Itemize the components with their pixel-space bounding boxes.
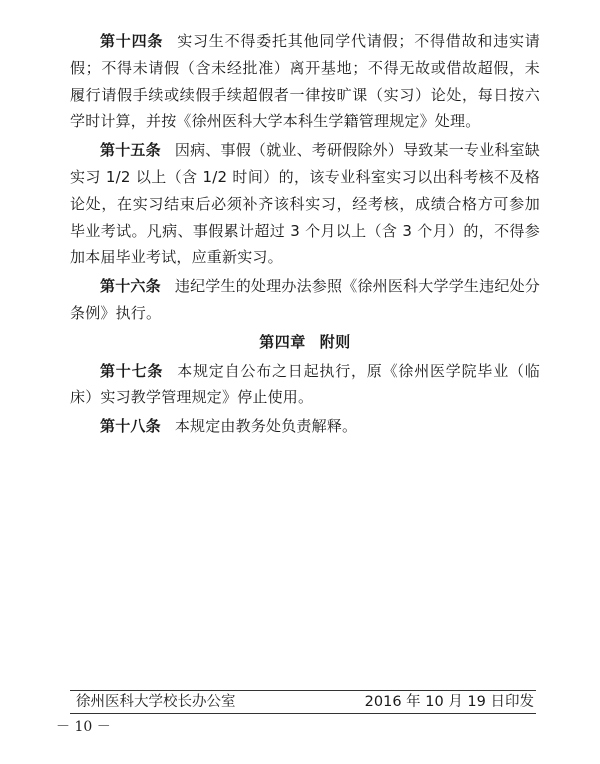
footer-divider-bottom: [70, 713, 536, 714]
article-text: 实习生不得委托其他同学代请假；不得借故和违实请假；不得未请假（含未经批准）离开基地；不得无故或借故超假，未履行请假手续或续假手续超假者一律按旷课（实习）论处，每日按六学时计算，并按《徐州医科大学本科生学籍管理规定》处理。: [70, 32, 540, 131]
article-17: [70, 358, 540, 412]
chapter-heading: [70, 329, 540, 356]
chapter-number: 第四章: [259, 332, 306, 351]
article-18: [70, 413, 540, 440]
article-16: [70, 273, 540, 327]
article-label: 第十七条: [100, 361, 164, 380]
footer: [76, 692, 534, 712]
article-label: 第十五条: [100, 141, 161, 160]
article-label: 第十八条: [100, 417, 161, 436]
article-text: 本规定自公布之日起执行，原《徐州医学院毕业（临床）实习教学管理规定》停止使用。: [70, 361, 540, 407]
footer-divider-top: [70, 690, 536, 691]
article-label: 第十六条: [100, 277, 161, 296]
article-15: [70, 137, 540, 271]
article-text: 因病、事假（就业、考研假除外）导致某一专业科室缺实习 1/2 以上（含 1/2 时间）的，该专业科室实习以出科考核不及格论处，在实习结束后必须补齐该科实习，经考核，成绩合格方可参加毕业考试。凡病、事假累计超过 3 个月以上（含 3 个月）的，不得参加本届毕业考试，应重新实习。: [70, 141, 540, 267]
page-number: － 10 －: [56, 719, 111, 735]
footer-issuer: 徐州医科大学校长办公室: [76, 694, 236, 710]
article-label: 第十四条: [100, 32, 164, 50]
article-14: [70, 28, 540, 135]
article-text: 本规定由教务处负责解释。: [174, 417, 358, 436]
article-text: 违纪学生的处理办法参照《徐州医科大学学生违纪处分条例》执行。: [70, 277, 540, 322]
footer-date: 2016 年 10 月 19 日印发: [364, 694, 534, 710]
document-body: [70, 28, 540, 442]
chapter-title: 附则: [319, 332, 351, 351]
